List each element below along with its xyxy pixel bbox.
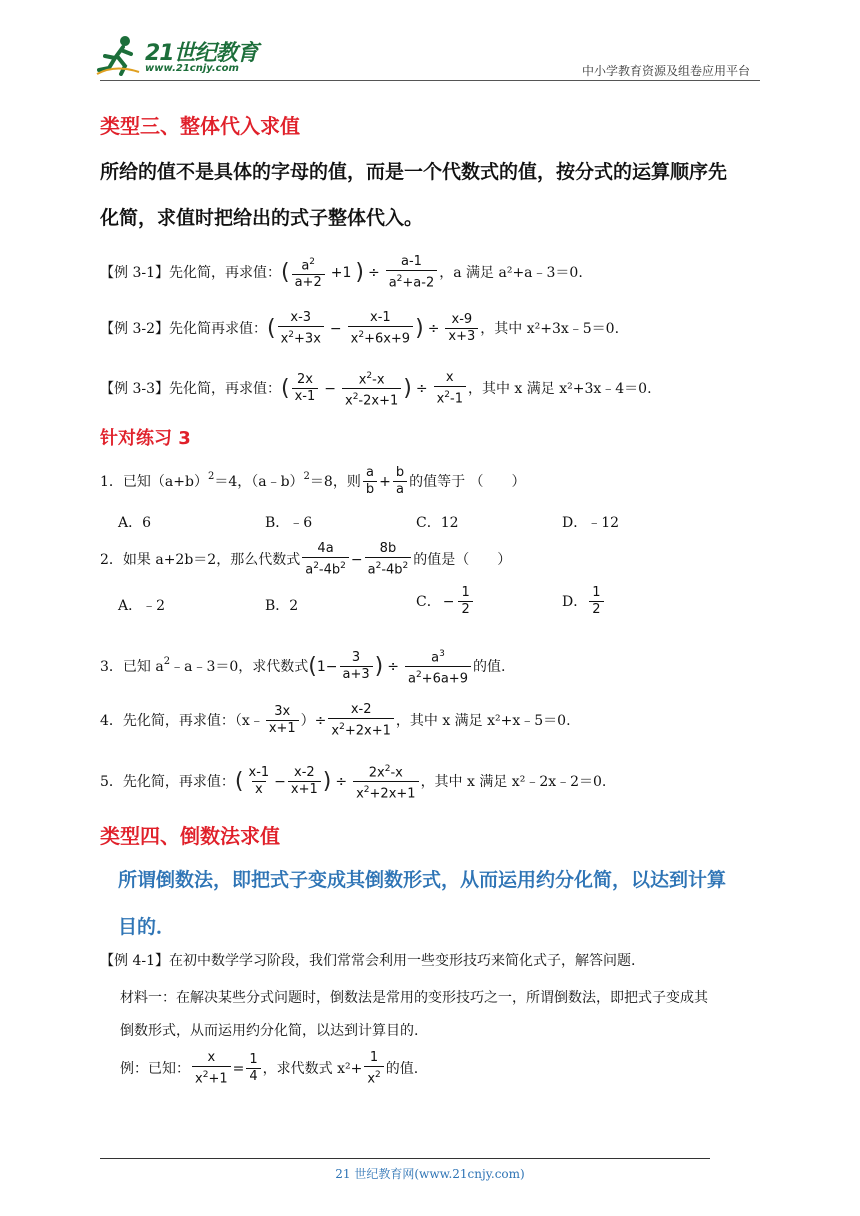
formula: ): [415, 315, 424, 341]
section4-title: 类型四、倒数法求值: [100, 824, 280, 848]
formula: ): [322, 768, 332, 794]
formula: 1−: [316, 658, 338, 675]
fraction: $\frac{1}{4}$: [246, 1052, 260, 1085]
example-suffix: ，: [467, 380, 482, 397]
formula: ): [355, 259, 364, 285]
formula: ÷: [367, 264, 380, 281]
fraction: $\frac{a-1}{a^2+a-2}$: [386, 254, 438, 291]
question-text: 2．如果 a+2b＝2，那么代数式: [100, 551, 301, 568]
formula: −: [350, 551, 363, 568]
q2-option-b[interactable]: B．2: [265, 598, 299, 614]
formula: (: [234, 768, 244, 794]
q1-option-a[interactable]: A．6: [118, 515, 152, 531]
header-divider: [100, 80, 760, 81]
formula: ÷: [427, 320, 440, 337]
formula: ): [374, 653, 384, 679]
example-4-1-material-line2: 倒数形式，从而运用约分化简，以达到计算目的.: [120, 1023, 419, 1039]
question-text: 的值是（ ）: [413, 551, 512, 568]
fraction: $\frac{2x}{x-1}$: [292, 372, 319, 405]
example-prefix: 先化简，再求值：: [169, 264, 281, 281]
fraction: $\frac{x}{x^2+1}$: [192, 1050, 231, 1087]
fraction: $\frac{1}{2}$: [589, 585, 603, 618]
question-text: ﹣a﹣3＝0，求代数式: [170, 658, 309, 675]
q1-option-d[interactable]: D．﹣12: [562, 515, 620, 531]
brand-url: www.21cnjy.com: [145, 63, 239, 74]
fraction: $\frac{a}{b}$: [363, 465, 377, 498]
fraction: $\frac{x-3}{x^2+3x}$: [278, 310, 324, 347]
fraction: $\frac{2x^2-x}{x^2+2x+1}$: [353, 761, 418, 803]
option-label: D．: [562, 593, 588, 610]
fraction: $\frac{x-1}{x^2+6x+9}$: [348, 310, 413, 347]
formula: (: [308, 653, 317, 679]
formula: ÷: [335, 773, 348, 790]
fraction: $\frac{x-2}{x+1}$: [288, 765, 321, 798]
formula: −: [442, 593, 455, 610]
q1-option-c[interactable]: C．12: [416, 515, 459, 531]
example-text: ，求代数式 x²+: [262, 1060, 363, 1077]
fraction: $\frac{a^2}{a+2}$: [292, 254, 325, 291]
option-label: C．: [416, 593, 441, 610]
q2-option-c[interactable]: [416, 585, 475, 618]
section3-title: 类型三、整体代入求值: [100, 114, 300, 138]
question-1: [100, 465, 526, 498]
formula: +1: [330, 264, 352, 281]
example-3-2: [100, 310, 619, 347]
question-text: ＝8，则: [309, 473, 361, 490]
fraction: $\frac{x^2-x}{x^2-2x+1}$: [342, 368, 401, 410]
formula: (: [267, 315, 276, 341]
section3-intro-line2: 化简，求值时把给出的式子整体代入。: [100, 207, 424, 229]
fraction: $\frac{a^3}{a^2+6a+9}$: [405, 646, 471, 688]
footer-text[interactable]: 21 世纪教育网(www.21cnjy.com): [335, 1167, 525, 1181]
example-prefix: 先化简，再求值：: [169, 380, 281, 397]
formula: ÷: [415, 380, 428, 397]
formula: (: [281, 375, 290, 401]
fraction: $\frac{3x}{x+1}$: [266, 704, 299, 737]
q2-option-a[interactable]: A．﹣2: [118, 598, 166, 614]
example-label: 【例 4-1】: [100, 953, 169, 969]
fraction: $\frac{x-1}{x}$: [248, 765, 270, 798]
fraction: $\frac{4a}{a^2-4b^2}$: [302, 541, 349, 578]
formula: +: [379, 473, 391, 490]
section4-intro-line2: 目的．: [118, 916, 176, 938]
fraction: $\frac{1}{2}$: [458, 585, 472, 618]
fraction: $\frac{x-9}{x+3}$: [445, 312, 478, 345]
fraction: $\frac{x}{x^2-1}$: [434, 370, 466, 407]
question-5: [100, 761, 606, 803]
fraction: $\frac{b}{a}$: [393, 465, 407, 498]
example-3-3: [100, 368, 652, 410]
example-suffix: ，: [480, 320, 495, 337]
fraction: $\frac{8b}{a^2-4b^2}$: [365, 541, 412, 578]
question-4: [100, 702, 571, 739]
section4-intro-line1: 所谓倒数法，即把式子变成其倒数形式，从而运用约分化简，以达到计算: [118, 869, 727, 891]
brand-name: 21世纪教育: [145, 41, 258, 66]
question-text: ＝4，（a﹣b）: [214, 473, 304, 490]
q2-option-d[interactable]: [562, 585, 606, 618]
question-2: [100, 541, 511, 578]
question-text: 1．已知（a+b）: [100, 473, 208, 490]
example-4-1: [100, 951, 635, 971]
practice3-title: 针对练习 3: [100, 428, 191, 449]
section3-intro-line1: 所给的值不是具体的字母的值，而是一个代数式的值，按分式的运算顺序先: [100, 161, 728, 183]
formula: 2: [207, 470, 215, 482]
header-platform-text: 中小学教育资源及组卷应用平台: [581, 64, 750, 78]
fraction: $\frac{3}{a+3}$: [340, 650, 373, 683]
footer-divider: [100, 1158, 710, 1159]
formula: −: [274, 773, 286, 790]
question-text: ，其中 x 满足 x²+x﹣5＝0.: [395, 712, 571, 729]
question-text: 5．先化简，再求值：: [100, 773, 235, 790]
formula: ÷: [387, 658, 399, 675]
example-label: 【例 3-3】: [100, 380, 169, 397]
question-text: 的值等于 （ ）: [409, 473, 526, 490]
formula: −: [324, 380, 336, 397]
example-condition: 其中 x²+3x﹣5＝0.: [494, 320, 620, 337]
example-text: 在初中数学学习阶段，我们常常会利用一些变形技巧来简化式子，解答问题.: [169, 953, 636, 969]
example-4-1-formula-line: [120, 1050, 418, 1087]
formula: (: [281, 259, 290, 285]
example-text: 例：已知：: [120, 1060, 190, 1077]
formula: =: [232, 1060, 245, 1077]
question-text: ，其中 x 满足 x²﹣2x﹣2＝0.: [420, 773, 607, 790]
formula: 2: [163, 655, 171, 667]
example-label: 【例 3-1】: [100, 264, 169, 281]
q1-option-b[interactable]: B．﹣6: [265, 515, 313, 531]
example-prefix: 先化简再求值：: [169, 320, 267, 337]
formula: −: [329, 320, 342, 337]
formula: 2: [303, 470, 310, 482]
example-3-1: [100, 254, 583, 291]
formula: ）÷: [300, 712, 327, 729]
formula: ): [403, 375, 412, 401]
example-condition: 其中 x 满足 x²+3x﹣4＝0.: [481, 380, 652, 397]
question-text: 的值.: [472, 658, 506, 675]
example-text: 的值.: [385, 1060, 419, 1077]
example-4-1-material-line1: 材料一：在解决某些分式问题时，倒数法是常用的变形技巧之一，所谓倒数法，即把式子变成其: [120, 990, 708, 1006]
question-text: 4．先化简，再求值：（x﹣: [100, 712, 264, 729]
example-condition: a 满足 a²+a﹣3＝0.: [453, 264, 583, 281]
site-logo: [95, 30, 275, 80]
fraction: $\frac{1}{x^2}$: [364, 1050, 383, 1087]
example-label: 【例 3-2】: [100, 320, 169, 337]
question-text: 3．已知 a: [100, 658, 164, 675]
fraction: $\frac{x-2}{x^2+2x+1}$: [328, 702, 393, 739]
runner-logo-icon: [95, 34, 141, 76]
example-suffix: ，: [439, 264, 454, 281]
question-3: [100, 646, 505, 688]
